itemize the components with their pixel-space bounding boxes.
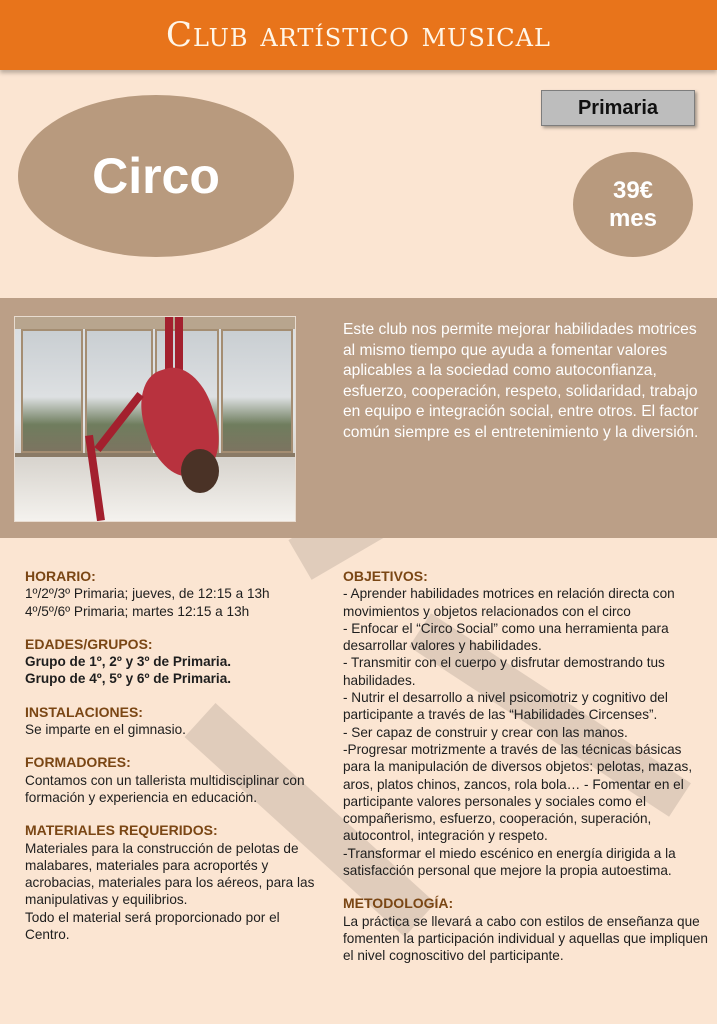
trainers-section (25, 754, 325, 806)
groups-heading: EDADES/GRUPOS: (25, 635, 153, 652)
groups-line: Grupo de 1º, 2º y 3º de Primaria. (25, 654, 232, 670)
methodology-heading: METODOLOGÍA: (343, 895, 454, 912)
objectives-heading: OBJETIVOS: (343, 568, 428, 584)
objective-item: - Ser capaz de construir y crear con las manos. (343, 724, 628, 740)
facilities-text: Se imparte en el gimnasio. (25, 722, 186, 738)
materials-text: Materiales para la construcción de pelotas de malabares, materiales para acroportés y acrobacias, materiales para los aéreos, para las manipulativas y equilibrios. (25, 840, 315, 908)
facilities-heading: INSTALACIONES: (25, 703, 143, 720)
page-header (0, 0, 717, 70)
club-title: Club artístico musical (166, 15, 551, 55)
materials-heading: MATERIALES REQUERIDOS: (25, 822, 218, 839)
schedule-line: 4º/5º/6º Primaria; martes 12:15 a 13h (25, 603, 250, 619)
groups-line: Grupo de 4º, 5º y 6º de Primaria. (25, 671, 232, 687)
right-column (343, 568, 709, 981)
facilities-section (25, 704, 325, 739)
objective-item: - Enfocar el “Circo Social” como una herramienta para desarrollar valores y habilidades. (343, 620, 669, 654)
activity-title-oval (18, 95, 294, 257)
schedule-line: 1º/2º/3º Primaria; jueves, de 12:15 a 13h (25, 586, 270, 602)
objective-item: -Transformar el miedo escénico en energía dirigida a la satisfacción personal que mejore la propia autoestima. (343, 845, 676, 879)
objectives-section (343, 568, 709, 879)
trainers-text: Contamos con un tallerista multidisciplinar con formación y experiencia en educación. (25, 772, 305, 805)
price-amount: 39€ (612, 176, 654, 204)
activity-title: Circo (92, 148, 220, 204)
materials-note: Todo el material será proporcionado por el Centro. (25, 909, 280, 943)
price-badge (573, 152, 693, 257)
objective-item: - Aprender habilidades motrices en relación directa con movimientos y objetos relacionados con el circo (343, 586, 675, 619)
schedule-heading: HORARIO: (25, 568, 96, 584)
level-badge: Primaria (541, 90, 695, 126)
methodology-section (343, 895, 709, 964)
objective-item: -Progresar motrizmente a través de las técnicas básicas para la manipulación de diversos objetos: pelotas, mazas, aros, platos chinos, zancos, rola bola… - Fomentar en el participante valores personales y sociales como el compañerismo, esfuerzo, cooperación, superación, autocontrol, integración y respeto. (343, 741, 693, 844)
methodology-text: La práctica se llevará a cabo con estilos de enseñanza que fomenten la participación individual y aquellas que impliquen el nivel cognoscitivo del participante. (343, 913, 708, 964)
groups-section (25, 636, 325, 688)
trainers-heading: FORMADORES: (25, 754, 131, 771)
materials-section (25, 822, 325, 943)
objective-item: - Transmitir con el cuerpo y disfrutar demostrando tus habilidades. (343, 655, 665, 688)
intro-description: Este club nos permite mejorar habilidades motrices al mismo tiempo que ayuda a fomentar valores aplicables a la sociedad como autoconfianza, esfuerzo, cooperación, respeto, solidaridad, trabajo en equipo e integración social, entre otros. El factor común siempre es el entretenimiento y la diversión. (343, 321, 699, 441)
objective-item: - Nutrir el desarrollo a nivel psicomotriz y cognitivo del participante a través de las “Habilidades Circenses”. (343, 690, 668, 723)
circus-photo (14, 316, 296, 522)
left-column (25, 568, 325, 959)
schedule-section (25, 568, 325, 620)
price-period: mes (608, 204, 658, 232)
